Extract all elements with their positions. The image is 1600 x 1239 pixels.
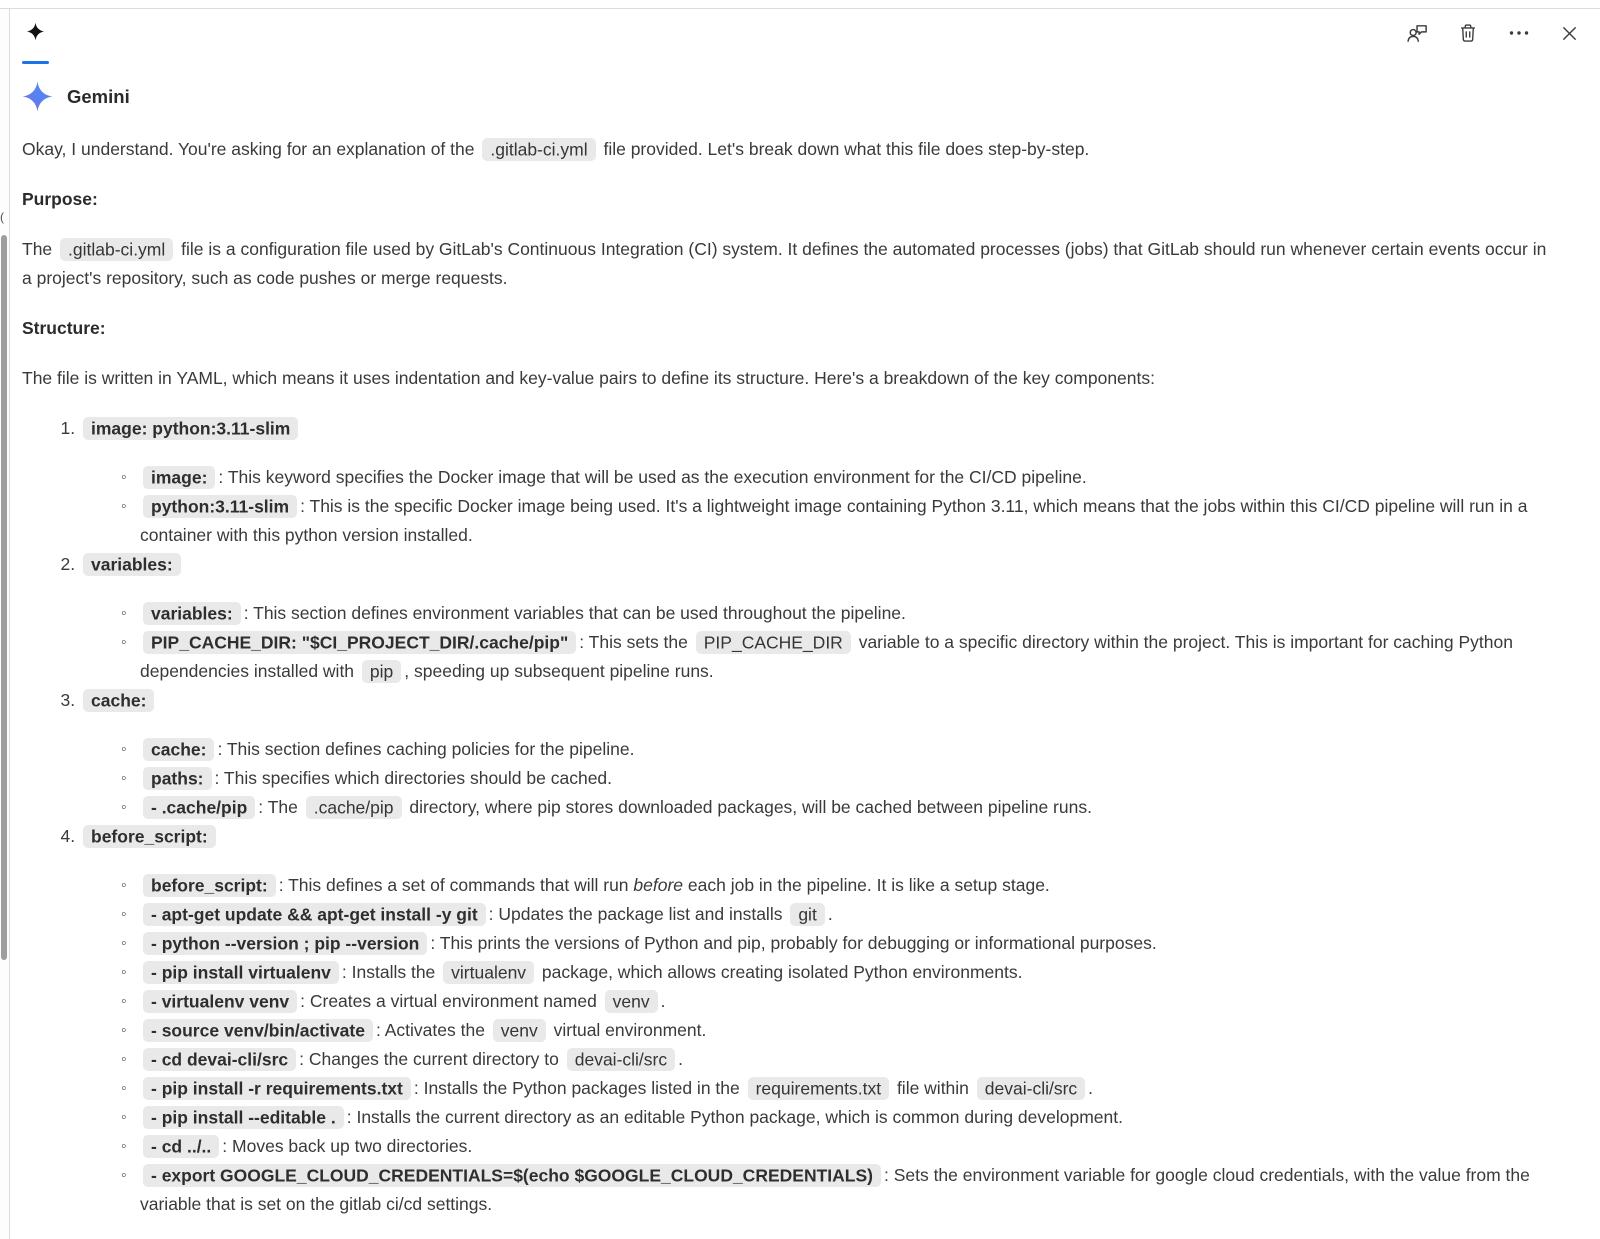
list-item [80,686,1555,822]
inline-code-chip: paths: [143,767,212,790]
active-tab-indicator [22,61,49,64]
inline-code-chip: .gitlab-ci.yml [60,238,173,261]
inline-code-chip: - pip install --editable . [143,1106,344,1129]
text-run: The [22,239,58,259]
gemini-chat-tab[interactable] [15,17,55,61]
sub-list-item [140,1074,1555,1103]
inline-code-chip: venv [493,1019,546,1042]
inline-code-chip: - source venv/bin/activate [143,1019,373,1042]
assistant-header [22,78,1555,114]
inline-code-chip: - python --version ; pip --version [143,932,427,955]
close-panel-button[interactable] [1557,21,1582,46]
text-run: . [678,1049,683,1069]
sub-list [80,735,1555,822]
inline-code-chip: - cd ../.. [143,1135,219,1158]
list-item [80,550,1555,686]
emphasized-text: before [633,875,684,895]
text-run: file within [892,1078,974,1098]
feedback-icon [1406,22,1429,45]
text-run: : This section defines caching policies for the pipeline. [217,739,635,759]
sub-list [80,871,1555,1219]
chat-panel-header [10,9,1600,61]
sub-list-item [140,793,1555,822]
text-run: . [660,991,666,1011]
delete-chat-button[interactable] [1455,20,1481,46]
inline-code-chip: devai-cli/src [567,1048,675,1071]
sub-list-item [140,987,1555,1016]
inline-code-chip: virtualenv [443,961,534,984]
text-run: : Installs the current directory as an editable Python package, which is common during development. [346,1107,1123,1127]
list-item-term [80,550,1555,579]
inline-code-chip: before_script: [143,874,276,897]
sub-list [80,599,1555,686]
inline-code-chip: - apt-get update && apt-get install -y git [143,903,486,926]
list-item [80,822,1555,1219]
inline-code-chip: - pip install virtualenv [143,961,339,984]
list-item-term [80,414,1555,443]
list-item [80,414,1555,550]
section-heading: Structure: [22,318,106,338]
sub-list [80,463,1555,550]
inline-code-chip: variables: [143,602,241,625]
gemini-sparkle-icon [26,22,45,41]
text-run: : This is the specific Docker image being used. It's a lightweight image containing Python 3.11, which means that the jobs within this CI/CD pipeline will run in a container with this python version installed. [140,496,1528,545]
text-run: : Updates the package list and installs [488,904,788,924]
text-run: file provided. Let's break down what this file does step-by-step. [598,139,1090,159]
text-run: : Changes the current directory to [299,1049,564,1069]
text-run: : Moves back up two directories. [222,1136,473,1156]
list-item-term [80,686,1555,715]
sub-list-item [140,929,1555,958]
sub-list-item [140,900,1555,929]
text-run: . [1088,1078,1094,1098]
text-run: file is a configuration file used by GitLab's Continuous Integration (CI) system. It defines the automated processes (jobs) that GitLab should run whenever certain events occur in a project's repository, such as code pushes or merge requests. [22,239,1547,288]
sub-list-item [140,1016,1555,1045]
sub-list-item [140,1045,1555,1074]
inline-code-chip: pip [362,660,401,683]
sub-list-item [140,599,1555,628]
text-run: package, which allows creating isolated Python environments. [537,962,1023,982]
more-options-button[interactable] [1505,19,1533,47]
paragraph [22,364,1555,393]
inline-code-chip: requirements.txt [748,1077,889,1100]
text-run: . [827,904,833,924]
text-run: each job in the pipeline. It is like a setup stage. [683,875,1050,895]
inline-code-chip: .gitlab-ci.yml [482,138,595,161]
inline-code-chip: variables: [83,553,181,576]
sub-list-item [140,764,1555,793]
text-run: : Creates a virtual environment named [300,991,602,1011]
inline-code-chip: cache: [83,689,154,712]
paragraph [22,235,1555,293]
left-scroll-rail [0,9,10,1239]
sub-list-item [140,1132,1555,1161]
text-run: : Sets the environment variable for google cloud credentials, with the value from the variable that is set on the gitlab ci/cd settings. [140,1165,1530,1214]
message-body [22,135,1555,1219]
more-icon [1507,21,1531,45]
text-run: The file is written in YAML, which means it uses indentation and key-value pairs to define its structure. Here's a breakdown of the key components: [22,368,1155,388]
scrollbar-thumb[interactable] [1,235,7,960]
inline-code-chip: PIP_CACHE_DIR [696,631,851,654]
sub-list-item [140,492,1555,550]
component-list [22,414,1555,1219]
inline-code-chip: - .cache/pip [143,796,255,819]
text-run: : Installs the [341,962,441,982]
inline-code-chip: git [790,903,824,926]
text-run: : Activates the [375,1020,490,1040]
text-run: : This section defines environment variables that can be used throughout the pipeline. [243,603,906,623]
list-item-term [80,822,1555,851]
close-icon [1559,23,1580,44]
text-run: : This sets the [579,632,693,652]
background-text-fragment: ( [0,210,4,224]
inline-code-chip: PIP_CACHE_DIR: "$CI_PROJECT_DIR/.cache/pip" [143,631,576,654]
sub-list-item [140,735,1555,764]
text-run: directory, where pip stores downloaded packages, will be cached between pipeline runs. [404,797,1092,817]
inline-code-chip: - pip install -r requirements.txt [143,1077,411,1100]
inline-code-chip: image: [143,466,215,489]
sub-list-item [140,1161,1555,1219]
sub-list-item [140,871,1555,900]
feedback-button[interactable] [1404,20,1431,47]
text-run: : This defines a set of commands that will run [278,875,634,895]
text-run: : Installs the Python packages listed in the [413,1078,745,1098]
section-heading: Purpose: [22,189,98,209]
header-actions [1404,19,1582,47]
inline-code-chip: - cd devai-cli/src [143,1048,296,1071]
text-run: , speeding up subsequent pipeline runs. [404,661,714,681]
inline-code-chip: python:3.11-slim [143,495,297,518]
assistant-name: Gemini [67,85,130,107]
inline-code-chip: devai-cli/src [977,1077,1085,1100]
sub-list-item [140,628,1555,686]
inline-code-chip: .cache/pip [306,796,402,819]
text-run: : The [258,797,303,817]
sub-list-item [140,463,1555,492]
inline-code-chip: image: python:3.11-slim [83,417,298,440]
gemini-star-icon [22,81,53,112]
inline-code-chip: venv [605,990,658,1013]
inline-code-chip: before_script: [83,825,216,848]
paragraph [22,135,1555,164]
trash-icon [1457,22,1479,44]
text-run: : This prints the versions of Python and pip, probably for debugging or informational purposes. [430,933,1157,953]
text-run: Okay, I understand. You're asking for an explanation of the [22,139,480,159]
sub-list-item [140,958,1555,987]
text-run: : This specifies which directories should be cached. [214,768,613,788]
text-run: virtual environment. [548,1020,707,1040]
text-run: variable to a specific directory within the project. This is important for caching Python dependencies installed with [140,632,1513,681]
text-run: : This keyword specifies the Docker image that will be used as the execution environment for the CI/CD pipeline. [218,467,1087,487]
inline-code-chip: - virtualenv venv [143,990,297,1013]
inline-code-chip: - export GOOGLE_CLOUD_CREDENTIALS=$(echo $GOOGLE_CLOUD_CREDENTIALS) [143,1164,881,1187]
inline-code-chip: cache: [143,738,214,761]
sub-list-item [140,1103,1555,1132]
chat-message [10,78,1600,1219]
